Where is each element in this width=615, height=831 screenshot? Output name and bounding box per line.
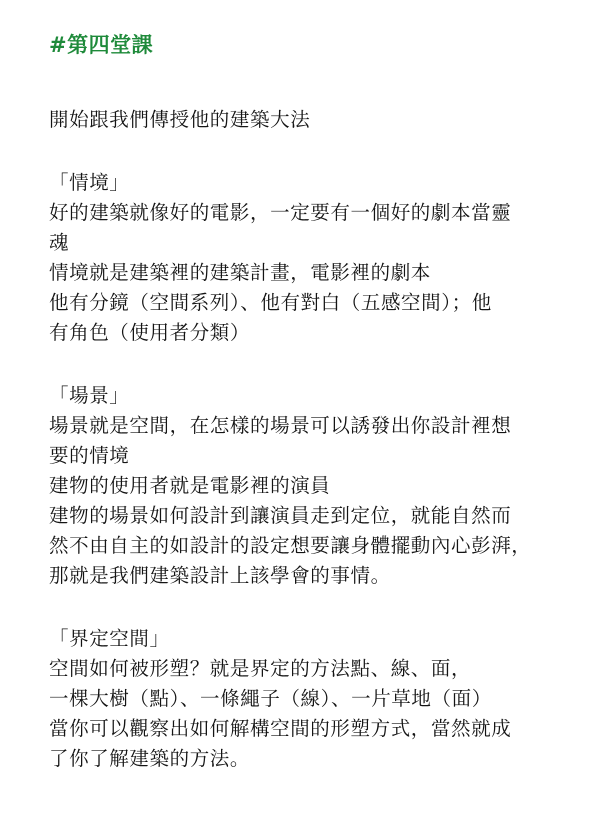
section-scene (49, 381, 605, 591)
section-heading: 「情境」 (49, 171, 130, 194)
spacer (49, 60, 605, 105)
text-line: 好的建築就像好的電影，一定要有一個好的劇本當靈 (49, 201, 512, 224)
section-defining-space (49, 624, 605, 774)
hashtag-link[interactable]: #第四堂課 (49, 33, 154, 57)
section-heading: 「界定空間」 (49, 627, 170, 650)
spacer (49, 348, 605, 381)
text-line: 要的情境 (49, 444, 130, 467)
text-line: 當你可以觀察出如何解構空間的形塑方式，當然就成 (49, 717, 512, 740)
text-line: 那就是我們建築設計上該學會的事情。 (49, 564, 391, 587)
text-line: 他有分鏡（空間系列）、他有對白（五感空間）；他 (49, 291, 492, 314)
spacer (49, 135, 605, 168)
text-line: 了你了解建築的方法。 (49, 747, 251, 770)
text-line: 有角色（使用者分類） (49, 321, 251, 344)
text-line: 場景就是空間，在怎樣的場景可以誘發出你設計裡想 (49, 414, 512, 437)
section-scenario (49, 168, 605, 348)
text-line: 一棵大樹（點）、一條繩子（線）、一片草地（面） (49, 687, 492, 710)
text-line: 建物的使用者就是電影裡的演員 (49, 474, 331, 497)
text-line: 情境就是建築裡的建築計畫，電影裡的劇本 (49, 261, 431, 284)
text-line: 然不由自主的如設計的設定想要讓身體擺動內心彭湃， (49, 534, 532, 557)
text-line: 空間如何被形塑？就是界定的方法點、線、面， (49, 657, 472, 680)
spacer (49, 591, 605, 624)
intro-text: 開始跟我們傳授他的建築大法 (49, 108, 311, 131)
text-line: 建物的場景如何設計到讓演員走到定位，就能自然而 (49, 504, 512, 527)
text-line: 魂 (49, 231, 70, 254)
section-heading: 「場景」 (49, 384, 130, 407)
